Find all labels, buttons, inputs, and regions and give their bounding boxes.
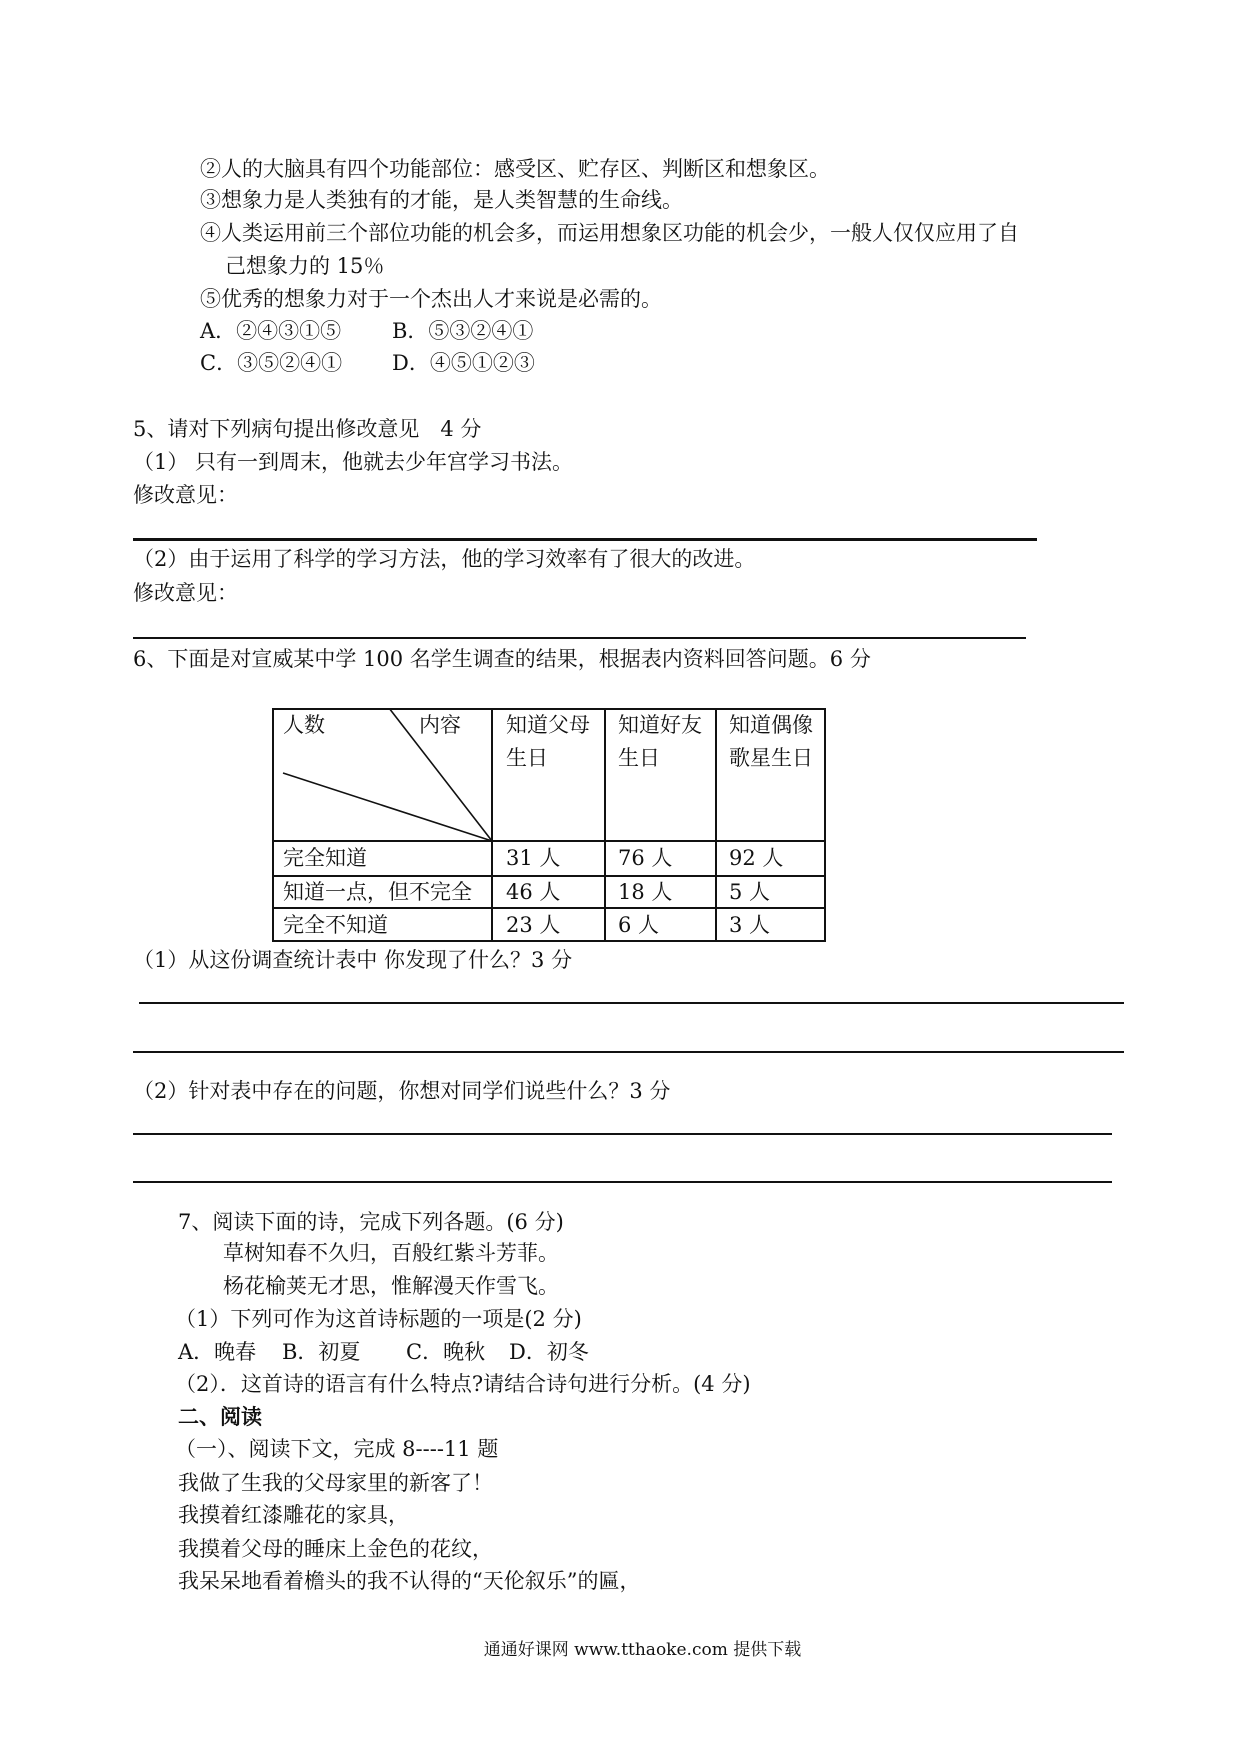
answer-line xyxy=(133,637,1026,639)
q4-option-d: D．④⑤①②③ xyxy=(392,351,535,375)
poem-line: 杨花榆荚无才思，惟解漫天作雪飞。 xyxy=(223,1274,559,1298)
q4-statement: ④人类运用前三个部位功能的机会多，而运用想象区功能的机会少，一般人仅仅应用了自 xyxy=(200,221,1019,245)
q7-option-b: B．初夏 xyxy=(282,1340,361,1364)
table-cell: 5 人 xyxy=(729,880,771,904)
table-header-cell: 知道偶像 xyxy=(729,713,813,737)
table-header-cell: 歌星生日 xyxy=(729,746,813,770)
table-cell: 6 人 xyxy=(618,913,660,937)
answer-line xyxy=(139,1002,1124,1004)
q4-statement: ②人的大脑具有四个功能部位：感受区、贮存区、判断区和想象区。 xyxy=(200,157,830,181)
q7-option-c: C．晚秋 xyxy=(406,1340,486,1364)
q7-sub1: （1）下列可作为这首诗标题的一项是(2 分) xyxy=(175,1307,582,1331)
table-cell: 76 人 xyxy=(618,846,673,870)
table-header-cell: 生日 xyxy=(506,746,548,770)
table-cell: 46 人 xyxy=(506,880,561,904)
q4-statement: ③想象力是人类独有的才能，是人类智慧的生命线。 xyxy=(200,188,683,212)
q5-sub2: （2）由于运用了科学的学习方法，他的学习效率有了很大的改进。 xyxy=(133,547,756,571)
survey-table xyxy=(272,708,826,942)
section-heading: 二、阅读 xyxy=(178,1404,262,1429)
table-header-cell: 知道父母 xyxy=(506,713,590,737)
q6-sub1: （1）从这份调查统计表中 你发现了什么？3 分 xyxy=(133,948,573,972)
q7-sub2: （2）．这首诗的语言有什么特点?请结合诗句进行分析。(4 分) xyxy=(175,1372,751,1396)
table-cell: 18 人 xyxy=(618,880,673,904)
table-cell: 31 人 xyxy=(506,846,561,870)
table-grid xyxy=(272,708,826,942)
reading-text-line: 我做了生我的父母家里的新客了！ xyxy=(178,1471,493,1495)
q5-revise-label-1: 修改意见： xyxy=(133,483,238,507)
q6-prompt: 6、下面是对宣威某中学 100 名学生调查的结果，根据表内资料回答问题。6 分 xyxy=(133,647,871,671)
q7-option-d: D．初冬 xyxy=(509,1340,589,1364)
reading-text-line: 我摸着红漆雕花的家具， xyxy=(178,1503,409,1527)
table-row-label: 完全不知道 xyxy=(283,913,388,937)
q4-option-a: A．②④③①⑤ xyxy=(200,319,342,343)
q5-revise-label-2: 修改意见： xyxy=(133,581,238,605)
table-cell: 3 人 xyxy=(729,913,771,937)
q4-option-c: C．③⑤②④① xyxy=(200,351,343,375)
reading-text-line: 我摸着父母的睡床上金色的花纹， xyxy=(178,1537,493,1561)
q6-sub2: （2）针对表中存在的问题，你想对同学们说些什么？3 分 xyxy=(133,1079,671,1103)
q4-statement-continuation: 己想象力的 15％ xyxy=(225,254,385,278)
answer-line xyxy=(133,1181,1112,1183)
q5-prompt: 5、请对下列病句提出修改意见 4 分 xyxy=(133,417,482,441)
q4-statement: ⑤优秀的想象力对于一个杰出人才来说是必需的。 xyxy=(200,287,662,311)
poem-line: 草树知春不久归，百般红紫斗芳菲。 xyxy=(223,1241,559,1265)
table-row-label: 完全知道 xyxy=(283,846,367,870)
table-header-cell: 生日 xyxy=(618,746,660,770)
diagonal-line xyxy=(283,773,492,841)
table-cell: 23 人 xyxy=(506,913,561,937)
table-corner-row-label: 人数 xyxy=(283,713,325,737)
table-corner-col-label: 内容 xyxy=(419,713,461,737)
answer-line xyxy=(133,538,1037,541)
answer-line xyxy=(133,1051,1124,1053)
table-row-label: 知道一点，但不完全 xyxy=(283,880,472,904)
table-cell: 92 人 xyxy=(729,846,784,870)
reading-text-line: 我呆呆地看着檐头的我不认得的“天伦叙乐”的匾， xyxy=(178,1569,641,1593)
reading-part-prompt: （一）、阅读下文，完成 8----11 题 xyxy=(175,1437,499,1461)
q4-option-b: B．⑤③②④① xyxy=(392,319,534,343)
q7-prompt: 7、阅读下面的诗，完成下列各题。(6 分) xyxy=(178,1210,564,1234)
table-header-cell: 知道好友 xyxy=(618,713,702,737)
q5-sub1: （1） 只有一到周末，他就去少年宫学习书法。 xyxy=(133,450,574,474)
page-footer: 通通好课网 www.tthaoke.com 提供下载 xyxy=(483,1640,802,1660)
q7-option-a: A．晚春 xyxy=(178,1340,257,1364)
answer-line xyxy=(133,1133,1112,1135)
